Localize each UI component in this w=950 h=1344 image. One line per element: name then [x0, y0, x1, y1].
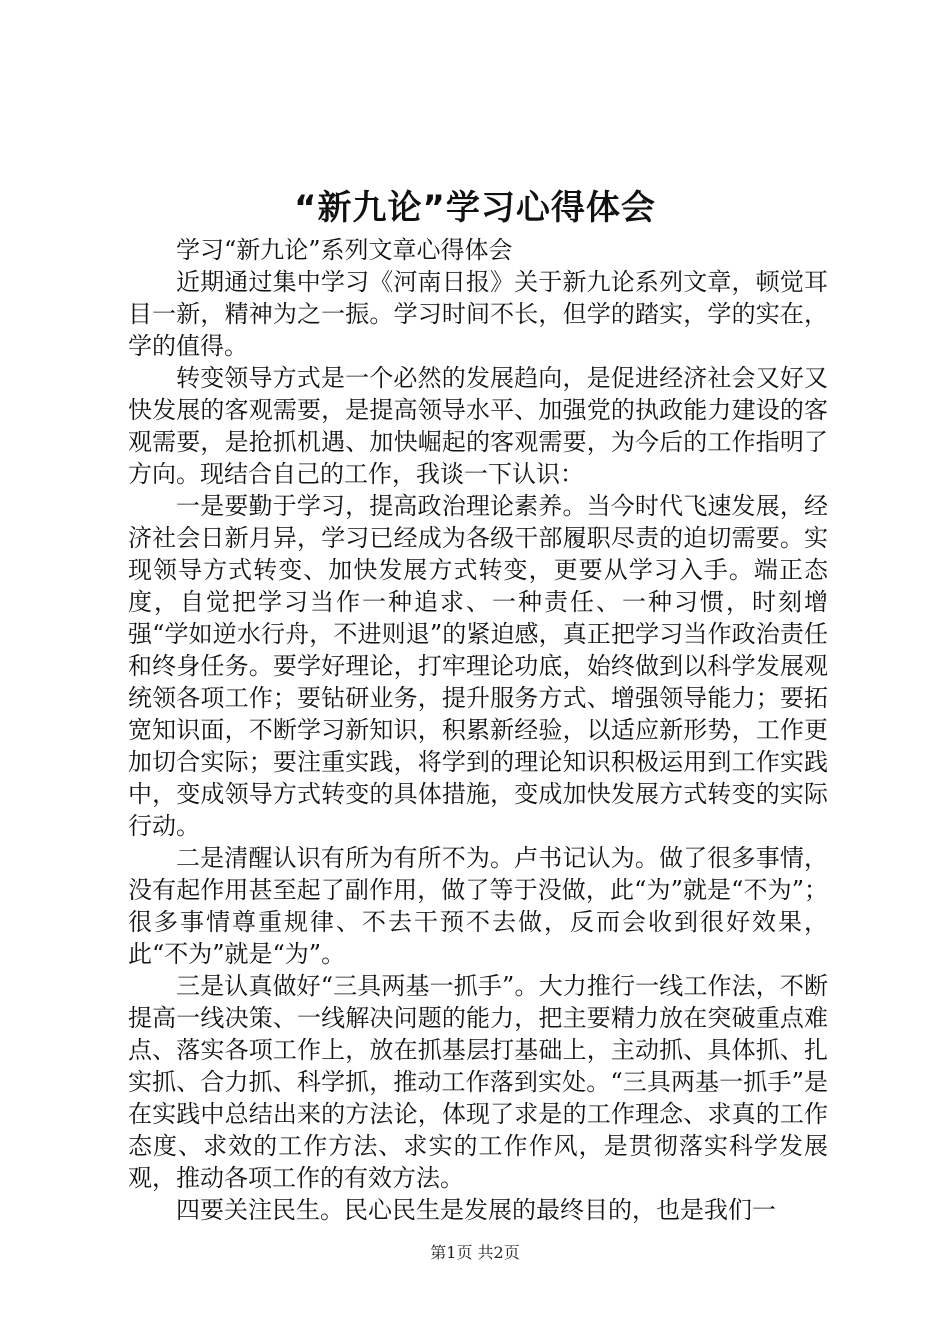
paragraph: 四要关注民生。民心民生是发展的最终目的，也是我们一 — [176, 1196, 776, 1224]
page-number-footer: 第1页 共2页 — [430, 1243, 520, 1262]
document-body — [128, 234, 828, 1226]
document-title: “新九论”学习心得体会 — [294, 188, 656, 228]
paragraph: 三是认真做好“三具两基一抓手”。大力推行一线工作法，不断提高一线决策、一线解决问题的能力，把主要精力放在突破重点难点、落实各项工作上，放在抓基层打基础上，主动抓、具体抓、扎实抓、合力抓、科学抓，推动工作落到实处。“三具两基一抓手”是在实践中总结出来的方法论，体现了求是的工作理念、求真的工作态度、求效的工作方法、求实的工作作风，是贯彻落实科学发展观，推动各项工作的有效方法。 — [128, 972, 828, 1192]
paragraph: 一是要勤于学习，提高政治理论素养。当今时代飞速发展，经济社会日新月异，学习已经成为各级干部履职尽责的迫切需要。实现领导方式转变、加快发展方式转变，更要从学习入手。端正态度，自觉把学习当作一种追求、一种责任、一种习惯，时刻增强“学如逆水行舟，不进则退”的紧迫感，真正把学习当作政治责任和终身任务。要学好理论，打牢理论功底，始终做到以科学发展观统领各项工作；要钻研业务，提升服务方式、增强领导能力；要拓宽知识面，不断学习新知识，积累新经验，以适应新形势，工作更加切合实际；要注重实践，将学到的理论知识积极运用到工作实践中，变成领导方式转变的具体措施，变成加快发展方式转变的实际行动。 — [128, 492, 828, 840]
paragraph-subtitle: 学习“新九论”系列文章心得体会 — [176, 236, 513, 264]
paragraph: 二是清醒认识有所为有所不为。卢书记认为。做了很多事情，没有起作用甚至起了副作用，做了等于没做，此“为”就是“不为”；很多事情尊重规律、不去干预不去做，反而会收到很好效果，此“不为”就是“为”。 — [128, 844, 828, 968]
paragraph: 转变领导方式是一个必然的发展趋向，是促进经济社会又好又快发展的客观需要，是提高领导水平、加强党的执政能力建设的客观需要，是抢抓机遇、加快崛起的客观需要，为今后的工作指明了方向。现结合自己的工作，我谈一下认识： — [128, 364, 828, 488]
paragraph: 近期通过集中学习《河南日报》关于新九论系列文章，顿觉耳目一新，精神为之一振。学习时间不长，但学的踏实，学的实在，学的值得。 — [128, 268, 828, 360]
